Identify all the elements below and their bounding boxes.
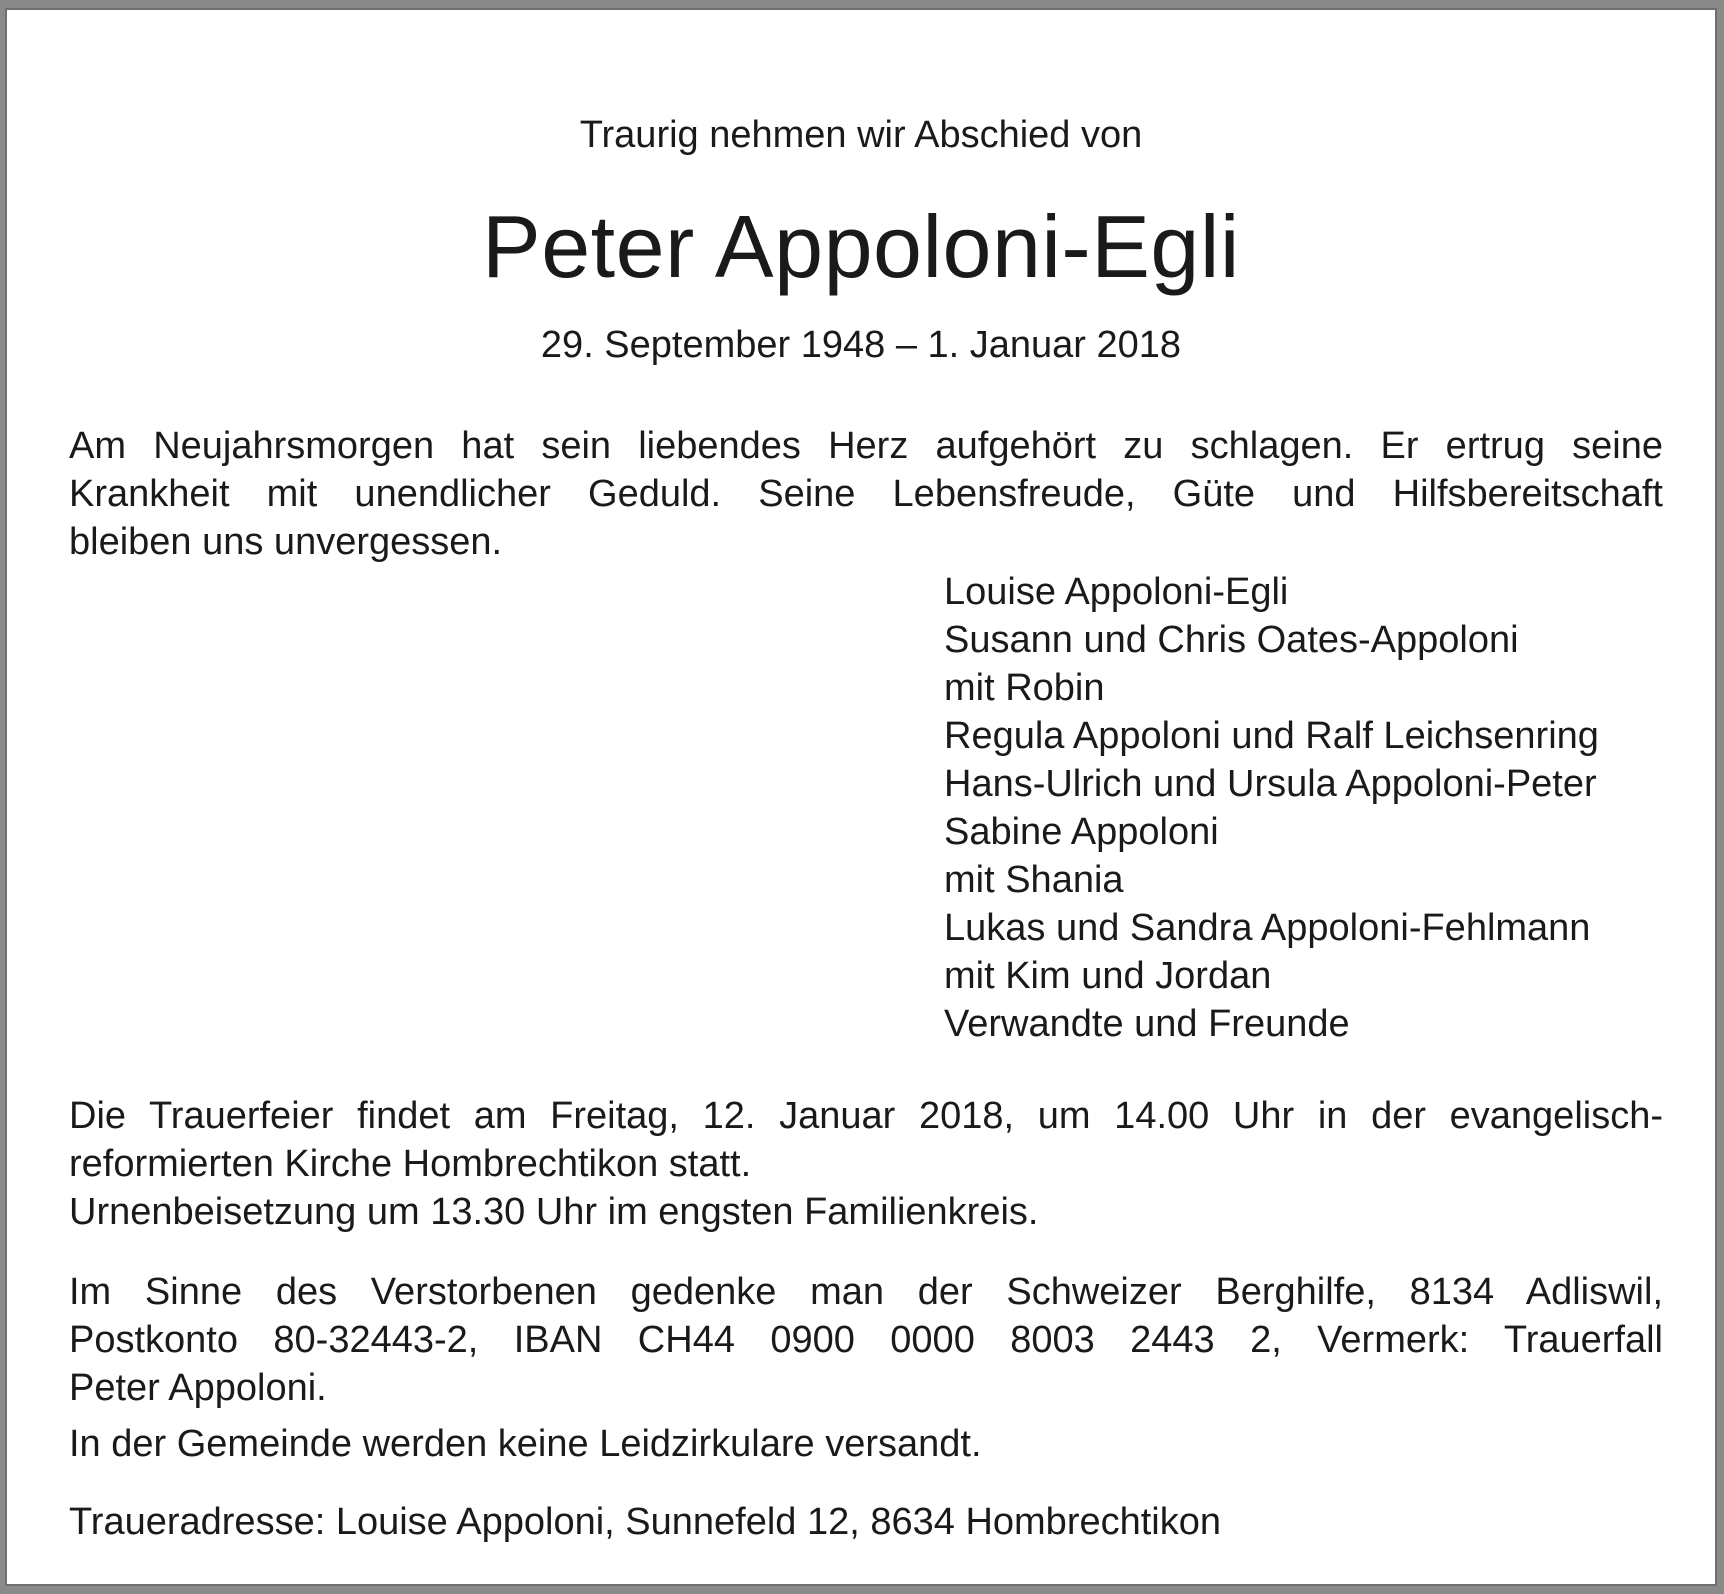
- circulars-text: In der Gemeinde werden keine Leidzirkulare versandt.: [69, 1423, 982, 1465]
- tribute-paragraph: [69, 422, 1663, 566]
- mourning-address: [69, 1498, 1663, 1546]
- mourner-entry: Hans-Ulrich und Ursula Appoloni-Peter: [944, 763, 1597, 805]
- mourners-list: [944, 568, 1599, 1048]
- tribute-line: Am Neujahrsmorgen hat sein liebendes Herz aufgehört zu schlagen. Er ertrug seine: [69, 425, 1663, 467]
- mourner-entry: Sabine Appoloni: [944, 811, 1219, 853]
- intro-line: Traurig nehmen wir Abschied von: [579, 114, 1143, 156]
- address-text: Traueradresse: Louise Appoloni, Sunnefeld 12, 8634 Hombrechtikon: [69, 1501, 1222, 1543]
- deceased-name: Peter Appoloni-Egli: [482, 197, 1240, 296]
- circulars-note: [69, 1420, 1663, 1468]
- obituary-notice: [5, 8, 1717, 1586]
- ceremony-line: Die Trauerfeier findet am Freitag, 12. Januar 2018, um 14.00 Uhr in der evangelisch-: [69, 1095, 1663, 1137]
- donation-paragraph: [69, 1268, 1663, 1412]
- mourner-entry: Verwandte und Freunde: [944, 1003, 1350, 1045]
- donation-line: Peter Appoloni.: [69, 1367, 327, 1409]
- ceremony-paragraph: [69, 1092, 1663, 1236]
- donation-line: Im Sinne des Verstorbenen gedenke man der Schweizer Berghilfe, 8134 Adliswil,: [69, 1271, 1663, 1313]
- ceremony-line: Urnenbeisetzung um 13.30 Uhr im engsten Familienkreis.: [69, 1191, 1039, 1233]
- mourner-entry: Susann und Chris Oates-Appoloni: [944, 619, 1519, 661]
- mourner-entry: mit Robin: [944, 667, 1105, 709]
- mourner-entry: Lukas und Sandra Appoloni-Fehlmann: [944, 907, 1591, 949]
- tribute-line: bleiben uns unvergessen.: [69, 521, 503, 563]
- tribute-line: Krankheit mit unendlicher Geduld. Seine Lebensfreude, Güte und Hilfsbereitschaft: [69, 473, 1663, 515]
- mourner-entry: mit Shania: [944, 859, 1124, 901]
- ceremony-line: reformierten Kirche Hombrechtikon statt.: [69, 1143, 752, 1185]
- mourner-entry: Louise Appoloni-Egli: [944, 571, 1289, 613]
- donation-line: Postkonto 80-32443-2, IBAN CH44 0900 0000 8003 2443 2, Vermerk: Trauerfall: [69, 1319, 1663, 1361]
- mourner-entry: mit Kim und Jordan: [944, 955, 1272, 997]
- life-dates: 29. September 1948 – 1. Januar 2018: [540, 324, 1182, 366]
- mourner-entry: Regula Appoloni und Ralf Leichsenring: [944, 715, 1599, 757]
